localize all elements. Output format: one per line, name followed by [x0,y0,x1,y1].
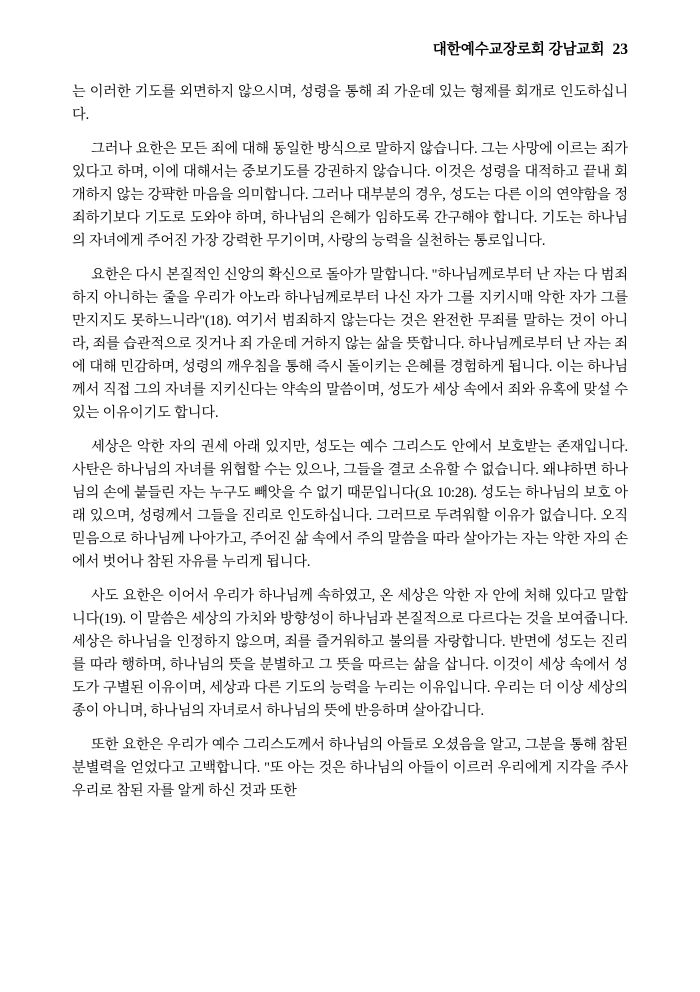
page-number: 23 [612,41,628,58]
church-name: 대한예수교장로회 강남교회 [432,42,605,58]
paragraph: 세상은 악한 자의 권세 아래 있지만, 성도는 예수 그리스도 안에서 보호받는 존재입니다. 사탄은 하나님의 자녀를 위협할 수는 있으나, 그들을 결코 소유할 수 없습니다. 왜냐하면 하나님의 손에 붙들린 자는 누구도 빼앗을 수 없기 때문입니다(요 10:28). 성도는 하나님의 보호 아래 있으며, 성령께서 그들을 진리로 인도하십니다. 그러므로 두려워할 이유가 없습니다. 오직 믿음으로 하나님께 나아가고, 주어진 삶 속에서 주의 말씀을 따라 살아가는 자는 악한 자의 손에서 벗어나 참된 자유를 누리게 됩니다. [72,439,628,570]
paragraph: 는 이러한 기도를 외면하지 않으시며, 성령을 통해 죄 가운데 있는 형제를 회개로 인도하십니다. [72,84,628,123]
paragraph: 그러나 요한은 모든 죄에 대해 동일한 방식으로 말하지 않습니다. 그는 사망에 이르는 죄가 있다고 하며, 이에 대해서는 중보기도를 강권하지 않습니다. 이것은 성령을 대적하고 끝내 회개하지 않는 강퍅한 마음을 의미합니다. 그러나 대부분의 경우, 성도는 다른 이의 연약함을 정죄하기보다 기도로 도와야 하며, 하나님의 은혜가 임하도록 간구해야 합니다. 기도는 하나님의 자녀에게 주어진 가장 강력한 무기이며, 사랑의 능력을 실천하는 통로입니다. [72,141,628,249]
paragraph: 요한은 다시 본질적인 신앙의 확신으로 돌아가 말합니다. "하나님께로부터 난 자는 다 범죄하지 아니하는 줄을 우리가 아노라 하나님께로부터 나신 자가 그를 지키시매 악한 자가 그를 만지지도 못하느니라"(18). 여기서 범죄하지 않는다는 것은 완전한 무죄를 말하는 것이 아니라, 죄를 습관적으로 짓거나 죄 가운데 거하지 않는 삶을 뜻합니다. 하나님께로부터 난 자는 죄에 대해 민감하며, 성령의 깨우침을 통해 즉시 돌이키는 은혜를 경험하게 됩니다. 이는 하나님께서 직접 그의 자녀를 지키신다는 약속의 말씀이며, 성도가 세상 속에서 죄와 유혹에 맞설 수 있는 이유이기도 합니다. [72,267,628,421]
paragraph: 또한 요한은 우리가 예수 그리스도께서 하나님의 아들로 오셨음을 알고, 그분을 통해 참된 분별력을 얻었다고 고백합니다. "또 아는 것은 하나님의 아들이 이르러 우리에게 지각을 주사 우리로 참된 자를 알게 하신 것과 또한 [72,737,628,799]
paragraph: 사도 요한은 이어서 우리가 하나님께 속하였고, 온 세상은 악한 자 안에 처해 있다고 말합니다(19). 이 말씀은 세상의 가치와 방향성이 하나님과 본질적으로 다르다는 것을 보여줍니다. 세상은 하나님을 인정하지 않으며, 죄를 즐거워하고 불의를 자랑합니다. 반면에 성도는 진리를 따라 행하며, 하나님의 뜻을 분별하고 그 뜻을 따르는 삶을 삽니다. 이것이 세상 속에서 성도가 구별된 이유이며, 세상과 다른 기도의 능력을 누리는 이유입니다. 우리는 더 이상 세상의 종이 아니며, 하나님의 자녀로서 하나님의 뜻에 반응하며 살아갑니다. [72,588,628,719]
page-header [72,38,628,61]
document-body [72,81,628,803]
